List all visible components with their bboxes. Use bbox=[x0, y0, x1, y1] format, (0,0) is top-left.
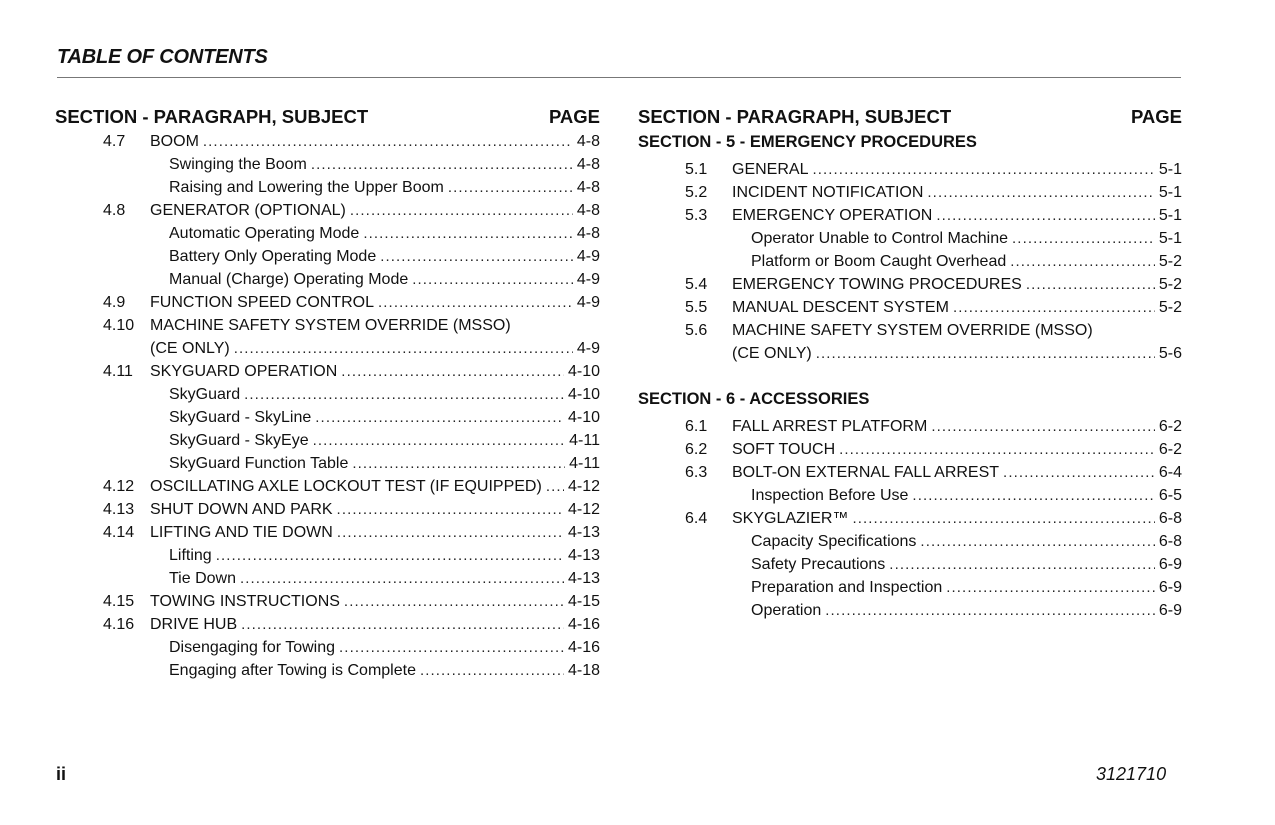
toc-entry[interactable] bbox=[638, 250, 1182, 273]
toc-entry-title: Manual (Charge) Operating Mode bbox=[169, 271, 409, 288]
toc-entry-title: Battery Only Operating Mode bbox=[169, 248, 377, 265]
toc-entry-page: 4-9 bbox=[576, 340, 600, 357]
toc-entry-title: SOFT TOUCH bbox=[732, 441, 836, 458]
toc-entry-page: 4-8 bbox=[576, 225, 600, 242]
toc-entry-title: Automatic Operating Mode bbox=[169, 225, 360, 242]
toc-entry-number: 4.15 bbox=[103, 593, 135, 610]
dot-leader bbox=[341, 360, 564, 383]
toc-entry-page: 4-10 bbox=[567, 386, 600, 403]
toc-entry-title: GENERAL bbox=[732, 161, 809, 178]
toc-entry[interactable] bbox=[55, 245, 600, 268]
toc-entry-title: SkyGuard Function Table bbox=[169, 455, 349, 472]
dot-leader bbox=[352, 452, 565, 475]
toc-entry-page: 4-16 bbox=[567, 616, 600, 633]
toc-entry[interactable] bbox=[638, 438, 1182, 461]
document-number: 3121710 bbox=[1096, 764, 1167, 784]
toc-entry-page: 4-11 bbox=[569, 455, 600, 472]
toc-entry-title: Safety Precautions bbox=[751, 556, 886, 573]
dot-leader bbox=[363, 222, 573, 245]
dot-leader bbox=[378, 291, 573, 314]
toc-entry-page: 6-2 bbox=[1158, 441, 1182, 458]
dot-leader bbox=[1010, 250, 1155, 273]
toc-entry-title: DRIVE HUB bbox=[150, 616, 238, 633]
toc-entry[interactable] bbox=[55, 130, 600, 153]
toc-entry[interactable] bbox=[55, 429, 600, 452]
toc-entry-title: FALL ARREST PLATFORM bbox=[732, 418, 928, 435]
toc-entry[interactable] bbox=[638, 227, 1182, 250]
dot-leader bbox=[839, 438, 1155, 461]
toc-entry-page: 6-9 bbox=[1158, 602, 1182, 619]
toc-entry-title: SHUT DOWN AND PARK bbox=[150, 501, 333, 518]
dot-leader bbox=[240, 567, 564, 590]
toc-entry-page: 5-2 bbox=[1158, 299, 1182, 316]
toc-entry-title: BOLT-ON EXTERNAL FALL ARREST bbox=[732, 464, 1000, 481]
dot-leader bbox=[912, 484, 1154, 507]
toc-entry-title: (CE ONLY) bbox=[732, 345, 812, 362]
toc-entry[interactable] bbox=[55, 544, 600, 567]
dot-leader bbox=[216, 544, 564, 567]
toc-entry-number: 4.14 bbox=[103, 524, 135, 541]
toc-entry-title: Disengaging for Towing bbox=[169, 639, 336, 656]
toc-entry-number: 5.1 bbox=[685, 161, 708, 178]
dot-leader bbox=[1012, 227, 1155, 250]
toc-entry-title: SKYGUARD OPERATION bbox=[150, 363, 338, 380]
toc-entry-page: 4-15 bbox=[567, 593, 600, 610]
column-header-page: PAGE bbox=[548, 106, 600, 127]
dot-leader bbox=[812, 158, 1154, 181]
toc-entry-title: Lifting bbox=[169, 547, 212, 564]
column-header-subject: SECTION - PARAGRAPH, SUBJECT bbox=[638, 106, 952, 127]
toc-entry-page: 4-13 bbox=[567, 524, 600, 541]
toc-entry[interactable] bbox=[638, 599, 1182, 622]
toc-entry[interactable] bbox=[55, 360, 600, 383]
toc-entry[interactable] bbox=[638, 158, 1182, 181]
dot-leader bbox=[315, 406, 564, 429]
toc-entry-page: 4-13 bbox=[567, 570, 600, 587]
dot-leader bbox=[313, 429, 566, 452]
section-heading: SECTION - 5 - EMERGENCY PROCEDURES bbox=[638, 133, 977, 151]
toc-entry[interactable] bbox=[638, 461, 1182, 484]
dot-leader bbox=[546, 475, 564, 498]
toc-entry[interactable] bbox=[55, 337, 600, 360]
toc-entry-title: Engaging after Towing is Complete bbox=[169, 662, 416, 679]
toc-entry-title: BOOM bbox=[150, 133, 199, 150]
toc-entry-page: 5-1 bbox=[1158, 161, 1182, 178]
toc-entry-number: 4.7 bbox=[103, 133, 126, 150]
toc-entry[interactable] bbox=[638, 319, 1182, 342]
toc-entry-page: 5-1 bbox=[1158, 207, 1182, 224]
toc-entry-title: EMERGENCY OPERATION bbox=[732, 207, 933, 224]
toc-entry-number: 4.9 bbox=[103, 294, 126, 311]
column-header bbox=[638, 104, 1182, 130]
toc-entry[interactable] bbox=[638, 415, 1182, 438]
toc-entry-number: 6.1 bbox=[685, 418, 708, 435]
toc-entry[interactable] bbox=[55, 314, 600, 337]
toc-entry-page: 4-8 bbox=[576, 179, 600, 196]
toc-entry-number: 6.4 bbox=[685, 510, 708, 527]
toc-entry[interactable] bbox=[55, 567, 600, 590]
dot-leader bbox=[936, 204, 1155, 227]
toc-entry[interactable] bbox=[55, 291, 600, 314]
toc-entry-page: 6-8 bbox=[1158, 533, 1182, 550]
toc-entry-title: SkyGuard - SkyEye bbox=[169, 432, 309, 449]
toc-entry-page: 6-9 bbox=[1158, 556, 1182, 573]
toc-entry-page: 4-11 bbox=[569, 432, 600, 449]
toc-entry-title: MANUAL DESCENT SYSTEM bbox=[732, 299, 949, 316]
dot-leader bbox=[946, 576, 1155, 599]
toc-entry-page: 6-4 bbox=[1158, 464, 1182, 481]
toc-entry[interactable] bbox=[55, 659, 600, 682]
column-header-subject: SECTION - PARAGRAPH, SUBJECT bbox=[55, 106, 369, 127]
toc-entry-title: INCIDENT NOTIFICATION bbox=[732, 184, 924, 201]
toc-entry-page: 4-9 bbox=[576, 248, 600, 265]
toc-list bbox=[638, 158, 1182, 365]
toc-right-column bbox=[638, 104, 1182, 622]
toc-entry-title: MACHINE SAFETY SYSTEM OVERRIDE (MSSO) bbox=[732, 322, 1093, 339]
dot-leader bbox=[931, 415, 1155, 438]
dot-leader bbox=[889, 553, 1155, 576]
dot-leader bbox=[852, 507, 1154, 530]
dot-leader bbox=[241, 613, 564, 636]
toc-entry-page: 6-2 bbox=[1158, 418, 1182, 435]
toc-entry-page: 6-9 bbox=[1158, 579, 1182, 596]
toc-entry-number: 4.16 bbox=[103, 616, 135, 633]
toc-entry-page: 5-1 bbox=[1158, 230, 1182, 247]
toc-entry-number: 5.5 bbox=[685, 299, 708, 316]
dot-leader bbox=[825, 599, 1155, 622]
toc-entry-number: 5.6 bbox=[685, 322, 708, 339]
toc-entry[interactable] bbox=[55, 636, 600, 659]
toc-entry-page: 4-8 bbox=[576, 202, 600, 219]
toc-list bbox=[55, 130, 600, 682]
toc-entry-number: 6.2 bbox=[685, 441, 708, 458]
section-heading: SECTION - 6 - ACCESSORIES bbox=[638, 390, 870, 408]
toc-entry-number: 4.11 bbox=[103, 363, 133, 380]
toc-entry[interactable] bbox=[55, 406, 600, 429]
toc-entry-title: SKYGLAZIER™ bbox=[732, 510, 849, 527]
page-number: ii bbox=[56, 764, 67, 784]
toc-entry-page: 5-2 bbox=[1158, 276, 1182, 293]
toc-entry[interactable] bbox=[638, 204, 1182, 227]
toc-entry[interactable] bbox=[55, 199, 600, 222]
toc-entry-page: 6-5 bbox=[1158, 487, 1182, 504]
toc-entry-page: 4-12 bbox=[567, 478, 600, 495]
dot-leader bbox=[344, 590, 564, 613]
toc-entry[interactable] bbox=[55, 498, 600, 521]
header-rule bbox=[57, 77, 1181, 78]
toc-entry[interactable] bbox=[55, 176, 600, 199]
dot-leader bbox=[234, 337, 573, 360]
toc-entry-title: Operator Unable to Control Machine bbox=[751, 230, 1009, 247]
toc-entry-number: 5.4 bbox=[685, 276, 708, 293]
toc-entry-number: 4.10 bbox=[103, 317, 135, 334]
toc-entry[interactable] bbox=[55, 222, 600, 245]
column-header bbox=[55, 104, 600, 130]
toc-entry-title: EMERGENCY TOWING PROCEDURES bbox=[732, 276, 1022, 293]
toc-left-column bbox=[55, 104, 600, 682]
toc-entry-title: SkyGuard bbox=[169, 386, 241, 403]
toc-entry[interactable] bbox=[638, 553, 1182, 576]
dot-leader bbox=[420, 659, 564, 682]
dot-leader bbox=[448, 176, 573, 199]
dot-leader bbox=[816, 342, 1155, 365]
toc-entry[interactable] bbox=[55, 268, 600, 291]
toc-entry-page: 4-9 bbox=[576, 271, 600, 288]
toc-entry-number: 4.12 bbox=[103, 478, 135, 495]
dot-leader bbox=[203, 130, 573, 153]
dot-leader bbox=[337, 521, 564, 544]
dot-leader bbox=[927, 181, 1154, 204]
toc-entry-title: SkyGuard - SkyLine bbox=[169, 409, 312, 426]
toc-entry-number: 4.13 bbox=[103, 501, 135, 518]
toc-entry-title: Capacity Specifications bbox=[751, 533, 917, 550]
dot-leader bbox=[412, 268, 573, 291]
toc-entry[interactable] bbox=[638, 296, 1182, 319]
dot-leader bbox=[337, 498, 564, 521]
toc-list bbox=[638, 415, 1182, 622]
toc-entry-title: Preparation and Inspection bbox=[751, 579, 943, 596]
toc-entry-page: 4-9 bbox=[576, 294, 600, 311]
dot-leader bbox=[311, 153, 573, 176]
dot-leader bbox=[380, 245, 573, 268]
toc-entry[interactable] bbox=[638, 273, 1182, 296]
toc-entry-number: 5.2 bbox=[685, 184, 708, 201]
dot-leader bbox=[1003, 461, 1155, 484]
toc-entry-number: 5.3 bbox=[685, 207, 708, 224]
toc-entry-title: (CE ONLY) bbox=[150, 340, 230, 357]
toc-entry[interactable] bbox=[638, 576, 1182, 599]
toc-entry-title: TOWING INSTRUCTIONS bbox=[150, 593, 340, 610]
toc-entry[interactable] bbox=[55, 153, 600, 176]
toc-entry[interactable] bbox=[638, 484, 1182, 507]
toc-entry-page: 4-18 bbox=[567, 662, 600, 679]
dot-leader bbox=[1026, 273, 1155, 296]
dot-leader bbox=[953, 296, 1155, 319]
column-header-page: PAGE bbox=[1130, 106, 1182, 127]
toc-entry-title: OSCILLATING AXLE LOCKOUT TEST (IF EQUIPPED) bbox=[150, 478, 542, 495]
toc-entry-page: 5-2 bbox=[1158, 253, 1182, 270]
toc-entry-title: Swinging the Boom bbox=[169, 156, 307, 173]
dot-leader bbox=[244, 383, 564, 406]
toc-entry-title: MACHINE SAFETY SYSTEM OVERRIDE (MSSO) bbox=[150, 317, 511, 334]
toc-entry-page: 5-1 bbox=[1158, 184, 1182, 201]
toc-entry[interactable] bbox=[638, 181, 1182, 204]
toc-entry-page: 4-8 bbox=[576, 156, 600, 173]
toc-entry-page: 4-8 bbox=[576, 133, 600, 150]
toc-entry-title: Tie Down bbox=[169, 570, 236, 587]
dot-leader bbox=[339, 636, 564, 659]
toc-entry-page: 4-16 bbox=[567, 639, 600, 656]
toc-entry[interactable] bbox=[55, 475, 600, 498]
toc-entry-title: FUNCTION SPEED CONTROL bbox=[150, 294, 375, 311]
toc-entry[interactable] bbox=[638, 530, 1182, 553]
toc-entry[interactable] bbox=[55, 452, 600, 475]
toc-entry[interactable] bbox=[638, 507, 1182, 530]
toc-entry-title: LIFTING AND TIE DOWN bbox=[150, 524, 333, 541]
dot-leader bbox=[920, 530, 1154, 553]
toc-entry-number: 6.3 bbox=[685, 464, 708, 481]
toc-entry-title: Operation bbox=[751, 602, 822, 619]
toc-entry[interactable] bbox=[55, 521, 600, 544]
toc-entry-title: GENERATOR (OPTIONAL) bbox=[150, 202, 346, 219]
page-title: TABLE OF CONTENTS bbox=[57, 46, 268, 68]
toc-entry-number: 4.8 bbox=[103, 202, 126, 219]
toc-entry-page: 4-13 bbox=[567, 547, 600, 564]
toc-entry[interactable] bbox=[638, 342, 1182, 365]
dot-leader bbox=[350, 199, 573, 222]
toc-entry-page: 6-8 bbox=[1158, 510, 1182, 527]
toc-entry-page: 5-6 bbox=[1158, 345, 1182, 362]
toc-entry-page: 4-10 bbox=[567, 363, 600, 380]
toc-entry[interactable] bbox=[55, 383, 600, 406]
toc-entry-page: 4-12 bbox=[567, 501, 600, 518]
toc-entry-title: Platform or Boom Caught Overhead bbox=[751, 253, 1007, 270]
toc-entry-page: 4-10 bbox=[567, 409, 600, 426]
toc-entry-title: Inspection Before Use bbox=[751, 487, 909, 504]
toc-entry-title: Raising and Lowering the Upper Boom bbox=[169, 179, 444, 196]
toc-entry[interactable] bbox=[55, 613, 600, 636]
toc-entry[interactable] bbox=[55, 590, 600, 613]
